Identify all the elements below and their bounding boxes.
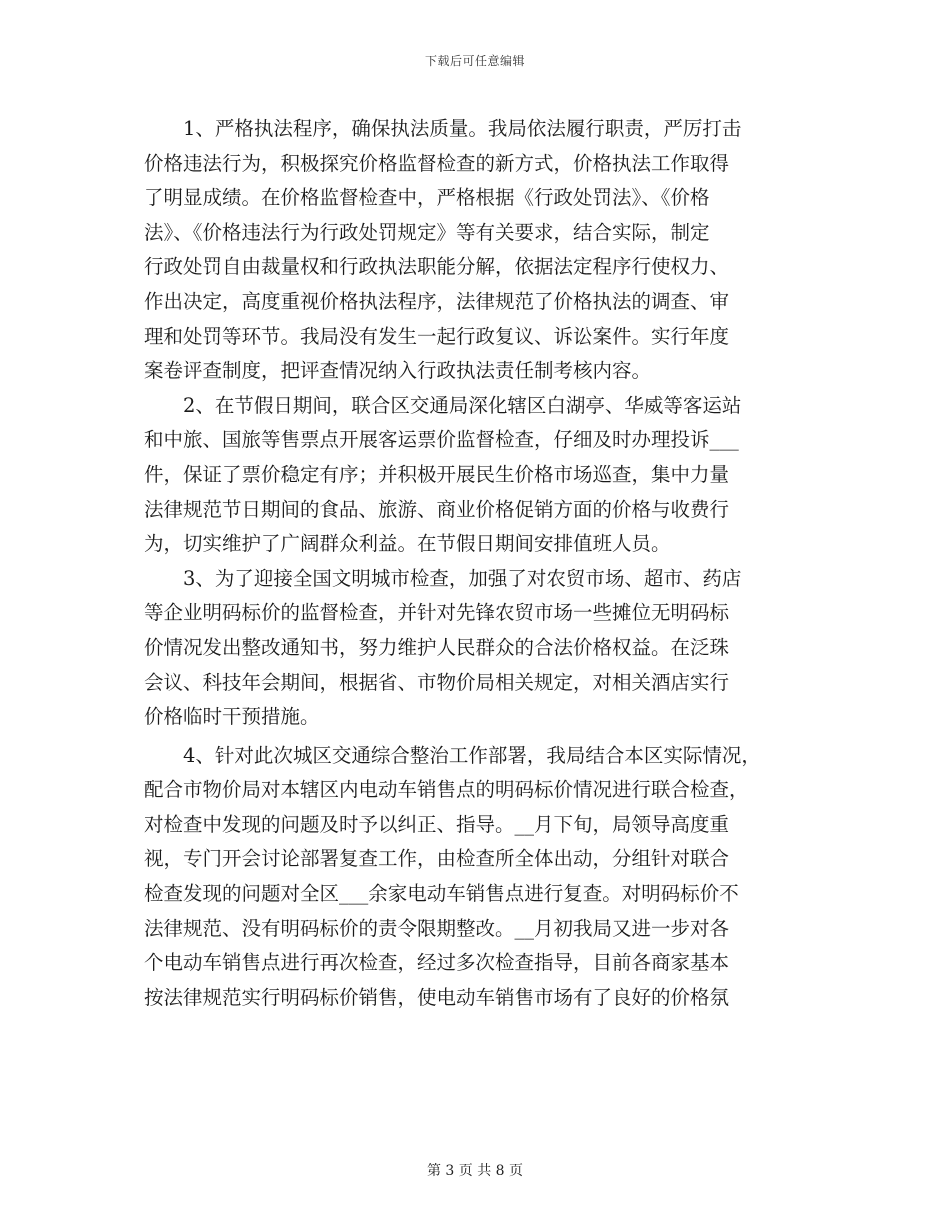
text-line: 配合市物价局对本辖区内电动车销售点的明码标价情况进行联合检查， [144, 778, 749, 802]
text-line: 3、为了迎接全国文明城市检查，加强了对农贸市场、超市、药店 [183, 566, 742, 590]
page-header: 下载后可任意编辑 [424, 54, 525, 68]
text-line: 了明显成绩。在价格监督检查中，严格根据《行政处罚法》、《价格 [144, 186, 710, 210]
text-line: 件，保证了票价稳定有序；并积极开展民生价格市场巡查，集中力量 [144, 462, 730, 486]
text-line: 和中旅、国旅等售票点开展客运票价监督检查，仔细及时办理投诉___ [144, 428, 739, 452]
text-line: 对检查中发现的问题及时予以纠正、指导。__月下旬，局领导高度重 [144, 812, 730, 836]
text-line: 1、严格执法程序，确保执法质量。我局依法履行职责，严厉打击 [183, 117, 742, 140]
text-line: 价格临时干预措施。 [144, 705, 320, 729]
text-line: 法律规范节日期间的食品、旅游、商业价格促销方面的价格与收费行 [144, 497, 730, 521]
text-line: 2、在节假日期间，联合区交通局深化辖区白湖亭、华威等客运站 [183, 393, 742, 417]
text-line: 行政处罚自由裁量权和行政执法职能分解，依据法定程序行使权力、 [144, 255, 730, 279]
text-line: 案卷评查制度，把评查情况纳入行政执法责任制考核内容。 [144, 359, 652, 383]
text-line: 会议、科技年会期间，根据省、市物价局相关规定，对相关酒店实行 [144, 670, 730, 694]
text-line: 按法律规范实行明码标价销售，使电动车销售市场有了良好的价格氛 [144, 985, 730, 1009]
page-number: 第 3 页 共 8 页 [426, 1163, 524, 1179]
text-line: 法》、《价格违法行为行政处罚规定》等有关要求，结合实际，制定 [144, 220, 710, 244]
text-line: 价情况发出整改通知书，努力维护人民群众的合法价格权益。在泛珠 [144, 635, 730, 659]
text-line: 个电动车销售点进行再次检查，经过多次检查指导，目前各商家基本 [144, 951, 730, 975]
text-line: 价格违法行为，积极探究价格监督检查的新方式，价格执法工作取得 [144, 151, 730, 175]
document-body [144, 112, 804, 1015]
text-line: 检查发现的问题对全区___余家电动车销售点进行复查。对明码标价不 [144, 882, 739, 906]
paragraph-1 [144, 112, 804, 389]
text-line: 4、针对此次城区交通综合整治工作部署，我局结合本区实际情况， [183, 743, 761, 767]
paragraph-3 [144, 562, 804, 735]
paragraph-2 [144, 389, 804, 562]
paragraph-4 [144, 739, 804, 1016]
text-line: 理和处罚等环节。我局没有发生一起行政复议、诉讼案件。实行年度 [144, 324, 730, 348]
text-line: 作出决定，高度重视价格执法程序，法律规范了价格执法的调查、审 [144, 289, 730, 313]
text-line: 视，专门开会讨论部署复查工作，由检查所全体出动，分组针对联合 [144, 847, 730, 871]
text-line: 法律规范、没有明码标价的责令限期整改。__月初我局又进一步对各 [144, 916, 730, 940]
text-line: 为，切实维护了广阔群众利益。在节假日期间安排值班人员。 [144, 532, 671, 556]
text-line: 等企业明码标价的监督检查，并针对先锋农贸市场一些摊位无明码标 [144, 601, 730, 625]
